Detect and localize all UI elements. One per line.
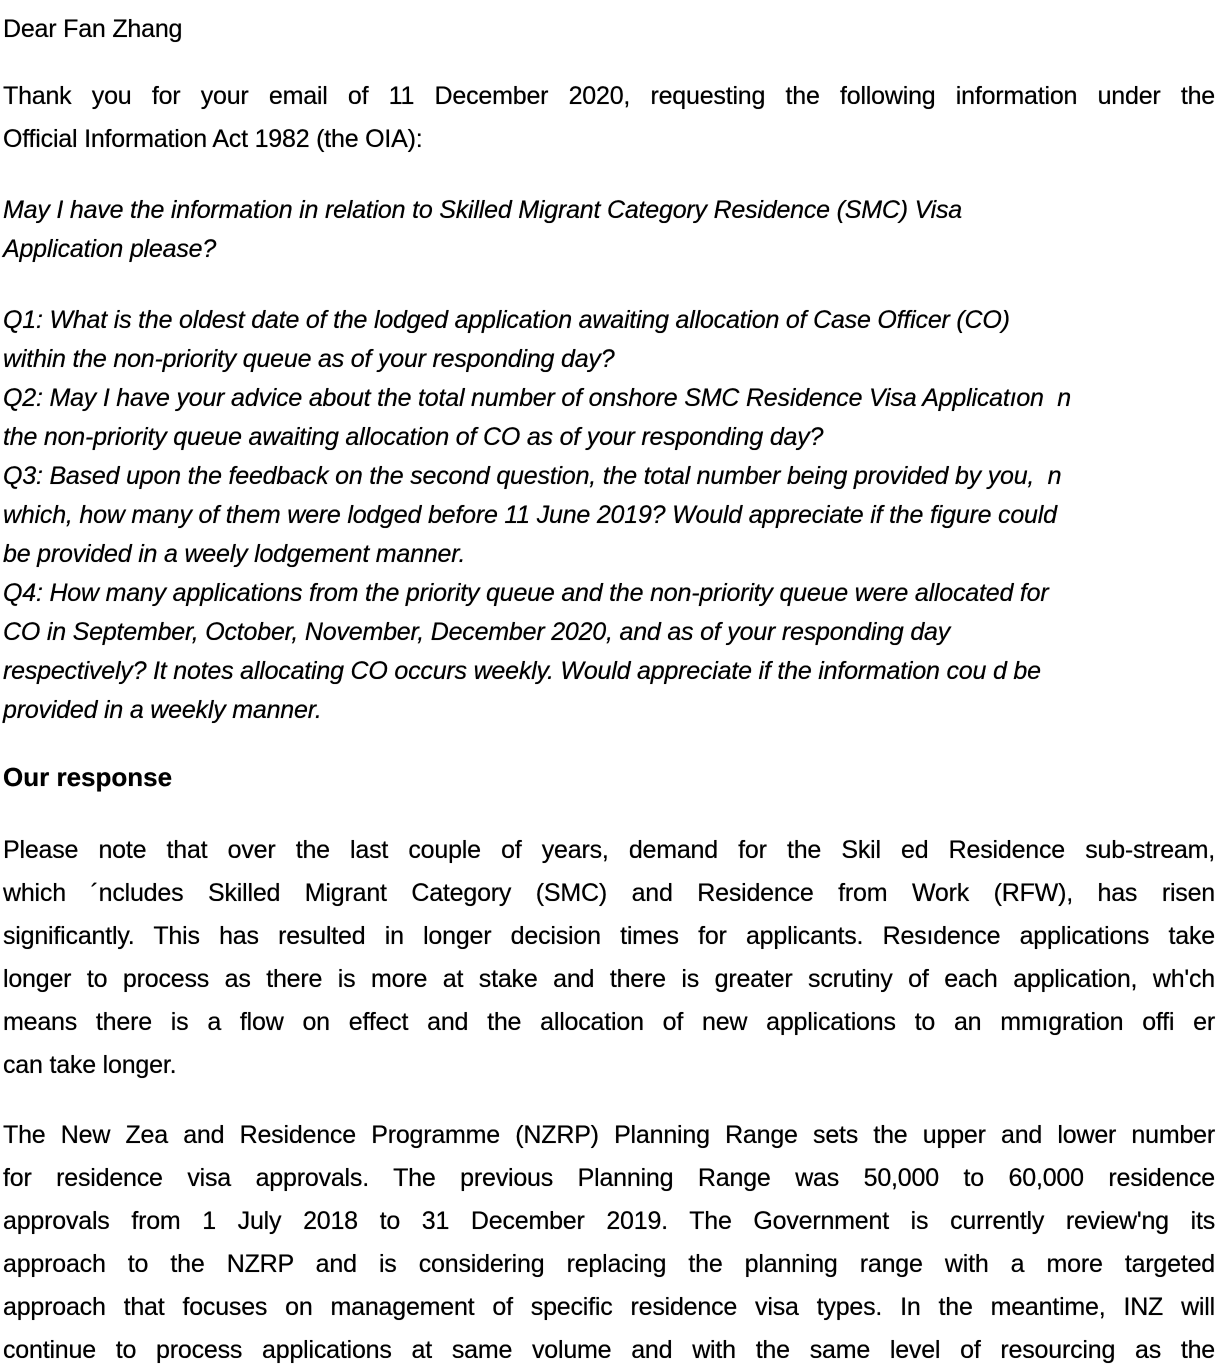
question-line: Q3: Based upon the feedback on the second question, the total number being provided by you, n [3,462,1062,490]
questions-block [3,301,1215,730]
question-line: within the non-priority queue as of your responding day? [3,345,615,373]
text-line: approach to the NZRP and is considering replacing the planning range with a more targeted [3,1250,1215,1278]
text-line: May I have the information in relation to Skilled Migrant Category Residence (SMC) Visa [3,196,962,224]
intro-paragraph [3,75,1215,161]
text-line: which ´ncludes Skilled Migrant Category (SMC) and Residence from Work (RFW), has risen [3,879,1215,907]
question-line: respectively? It notes allocating CO occurs weekly. Would appreciate if the information cou d be [3,657,1041,685]
text-line: can take longer. [3,1051,177,1079]
text-line: longer to process as there is more at stake and there is greater scrutiny of each application, wh'ch [3,965,1215,993]
text-line: means there is a flow on effect and the allocation of new applications to an mmıgration offi er [3,1008,1215,1036]
question-line: CO in September, October, November, December 2020, and as of your responding day [3,618,951,646]
question-line: the non-priority queue awaiting allocation of CO as of your responding day? [3,423,824,451]
question-line: which, how many of them were lodged before 11 June 2019? Would appreciate if the figure could [3,501,1057,529]
question-line: be provided in a weely lodgement manner. [3,540,466,568]
text-line: The New Zea and Residence Programme (NZRP) Planning Range sets the upper and lower number [3,1121,1215,1149]
text-line: Please note that over the last couple of years, demand for the Skil ed Residence sub-stream, [3,836,1215,864]
greeting-line: Dear Fan Zhang [3,15,183,43]
response-heading: Our response [3,762,173,792]
request-quote-paragraph [3,191,1215,269]
question-line: Q2: May I have your advice about the total number of onshore SMC Residence Visa Applicatıon n [3,384,1071,412]
text-line: Thank you for your email of 11 December 2020, requesting the following information under the [3,82,1215,110]
question-line: Q1: What is the oldest date of the lodged application awaiting allocation of Case Officer (CO) [3,306,1010,334]
question-line: Q4: How many applications from the priority queue and the non-priority queue were allocated for [3,579,1049,607]
greeting [3,8,1215,51]
text-line: continue to process applications at same volume and with the same level of resourcing as the [3,1336,1215,1364]
text-line: Application please? [3,235,217,263]
body-paragraph-1 [3,829,1215,1087]
text-line: Official Information Act 1982 (the OIA): [3,125,423,153]
text-line: for residence visa approvals. The previous Planning Range was 50,000 to 60,000 residence [3,1164,1215,1192]
text-line: approach that focuses on management of specific residence visa types. In the meantime, INZ will [3,1293,1215,1321]
question-line: provided in a weekly manner. [3,696,322,724]
body-paragraph-2 [3,1114,1215,1372]
text-line: approvals from 1 July 2018 to 31 December 2019. The Government is currently review'ng its [3,1207,1215,1235]
text-line: significantly. This has resulted in longer decision times for applicants. Resıdence applications take [3,922,1215,950]
